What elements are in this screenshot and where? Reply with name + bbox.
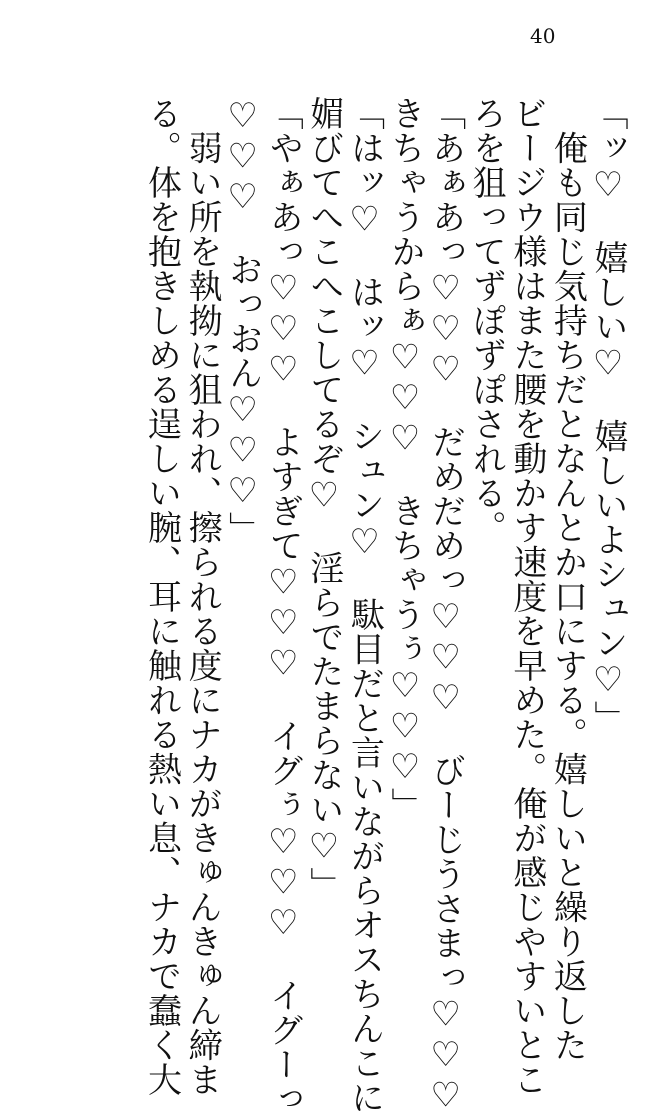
text-line: る。体を抱きしめる逞しい腕、耳に触れる熱い息、ナカで蠢く大 [141, 96, 182, 1097]
text-line: ビージウ様はまた腰を動かす速度を早めた。俺が感じやすいとこ [506, 96, 547, 1097]
text-line: 「ッ♡ 嬉しい♡ 嬉しいよシュン♡」 [588, 96, 628, 735]
novel-text-body [141, 96, 628, 1116]
text-line: 「あぁあっ♡♡♡ だめだめっ♡♡♡ びーじうさまっ♡♡♡ [425, 96, 466, 1116]
text-line: 俺も同じ気持ちだとなんとか口にする。嬉しいと繰り返した [547, 96, 588, 1062]
text-line: きちゃうからぁ♡♡♡ きちゃうぅ♡♡♡」 [385, 96, 426, 822]
text-line: 「はッ♡ はッ♡ シュン♡ 駄目だと言いながらオスちんこに [344, 96, 385, 1115]
text-line: ♡♡♡ おっおん♡♡♡」 [222, 96, 263, 546]
text-line: 「やぁあっ♡♡♡ よすぎて♡♡♡ イグぅ♡♡♡ イグーっ [263, 96, 304, 1116]
text-line: 弱い所を執拗に狙われ、擦られる度にナカがきゅんきゅん締ま [182, 96, 223, 1097]
text-line: ろを狙ってずぽずぽされる。 [466, 96, 507, 545]
text-line: 媚びてへこへこしてるぞ♡ 淫らでたまらない♡」 [303, 96, 344, 902]
page-number: 40 [530, 24, 556, 48]
